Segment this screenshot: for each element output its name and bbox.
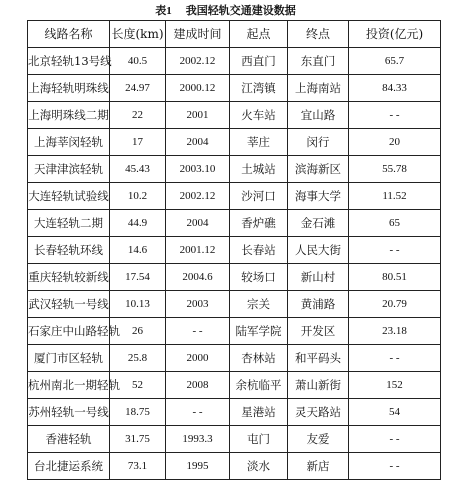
- start-cell: 屯门: [230, 426, 288, 453]
- completion-time-cell: 2004.6: [166, 264, 230, 291]
- table-row: [28, 129, 441, 156]
- end-cell: 黄浦路: [288, 291, 349, 318]
- length-cell: 45.43: [110, 156, 166, 183]
- completion-time-cell: 2002.12: [166, 48, 230, 75]
- header-start: 起点: [230, 21, 288, 48]
- line-name-cell: 大连轻轨试验线: [28, 183, 110, 210]
- line-name-cell: 石家庄中山路轻轨: [28, 318, 110, 345]
- investment-cell: 84.33: [349, 75, 441, 102]
- line-name-cell: 香港轻轨: [28, 426, 110, 453]
- header-investment: 投资(亿元): [349, 21, 441, 48]
- completion-time-cell: - -: [166, 318, 230, 345]
- investment-cell: 80.51: [349, 264, 441, 291]
- length-cell: 10.13: [110, 291, 166, 318]
- end-cell: 灵天路站: [288, 399, 349, 426]
- investment-cell: 54: [349, 399, 441, 426]
- table-row: [28, 102, 441, 129]
- length-cell: 44.9: [110, 210, 166, 237]
- line-name-cell: 台北捷运系统: [28, 453, 110, 480]
- start-cell: 余杭临平: [230, 372, 288, 399]
- end-cell: 金石滩: [288, 210, 349, 237]
- start-cell: 香炉礁: [230, 210, 288, 237]
- length-cell: 22: [110, 102, 166, 129]
- table-title: 我国轻轨交通建设数据: [185, 4, 296, 17]
- end-cell: 东直门: [288, 48, 349, 75]
- table-row: [28, 210, 441, 237]
- length-cell: 25.8: [110, 345, 166, 372]
- table-row: [28, 291, 441, 318]
- table-row: [28, 48, 441, 75]
- header-completion-time: 建成时间: [166, 21, 230, 48]
- line-name-cell: 苏州轻轨一号线: [28, 399, 110, 426]
- table-body: [28, 48, 441, 480]
- length-cell: 17: [110, 129, 166, 156]
- start-cell: 莘庄: [230, 129, 288, 156]
- header-length: 长度(km): [110, 21, 166, 48]
- line-name-cell: 上海莘闵轻轨: [28, 129, 110, 156]
- completion-time-cell: 2003: [166, 291, 230, 318]
- completion-time-cell: 2000.12: [166, 75, 230, 102]
- line-name-cell: 厦门市区轻轨: [28, 345, 110, 372]
- end-cell: 新山村: [288, 264, 349, 291]
- completion-time-cell: 2000: [166, 345, 230, 372]
- table-caption: [0, 4, 451, 18]
- end-cell: 海事大学: [288, 183, 349, 210]
- completion-time-cell: - -: [166, 399, 230, 426]
- length-cell: 31.75: [110, 426, 166, 453]
- completion-time-cell: 2003.10: [166, 156, 230, 183]
- line-name-cell: 天津津滨轻轨: [28, 156, 110, 183]
- line-name-cell: 北京轻轨13号线: [28, 48, 110, 75]
- table-row: [28, 453, 441, 480]
- length-cell: 40.5: [110, 48, 166, 75]
- start-cell: 土城站: [230, 156, 288, 183]
- start-cell: 江湾镇: [230, 75, 288, 102]
- header-end: 终点: [288, 21, 349, 48]
- start-cell: 星港站: [230, 399, 288, 426]
- line-name-cell: 杭州南北一期轻轨: [28, 372, 110, 399]
- start-cell: 淡水: [230, 453, 288, 480]
- investment-cell: - -: [349, 102, 441, 129]
- light-rail-table: [27, 20, 441, 480]
- completion-time-cell: 2004: [166, 129, 230, 156]
- investment-cell: 20.79: [349, 291, 441, 318]
- start-cell: 杏林站: [230, 345, 288, 372]
- completion-time-cell: 1995: [166, 453, 230, 480]
- end-cell: 新店: [288, 453, 349, 480]
- end-cell: 人民大街: [288, 237, 349, 264]
- table-row: [28, 183, 441, 210]
- end-cell: 开发区: [288, 318, 349, 345]
- investment-cell: - -: [349, 345, 441, 372]
- investment-cell: - -: [349, 453, 441, 480]
- investment-cell: 55.78: [349, 156, 441, 183]
- completion-time-cell: 1993.3: [166, 426, 230, 453]
- table-row: [28, 156, 441, 183]
- end-cell: 和平码头: [288, 345, 349, 372]
- table-row: [28, 237, 441, 264]
- start-cell: 西直门: [230, 48, 288, 75]
- line-name-cell: 重庆轻轨较新线: [28, 264, 110, 291]
- completion-time-cell: 2008: [166, 372, 230, 399]
- investment-cell: 65: [349, 210, 441, 237]
- start-cell: 长春站: [230, 237, 288, 264]
- start-cell: 宗关: [230, 291, 288, 318]
- length-cell: 24.97: [110, 75, 166, 102]
- completion-time-cell: 2001: [166, 102, 230, 129]
- length-cell: 10.2: [110, 183, 166, 210]
- investment-cell: 65.7: [349, 48, 441, 75]
- start-cell: 火车站: [230, 102, 288, 129]
- header-line-name: 线路名称: [28, 21, 110, 48]
- line-name-cell: 武汉轻轨一号线: [28, 291, 110, 318]
- completion-time-cell: 2001.12: [166, 237, 230, 264]
- header-row: [28, 21, 441, 48]
- line-name-cell: 大连轻轨二期: [28, 210, 110, 237]
- line-name-cell: 上海明珠线二期: [28, 102, 110, 129]
- end-cell: 萧山新街: [288, 372, 349, 399]
- line-name-cell: 长春轻轨环线: [28, 237, 110, 264]
- completion-time-cell: 2004: [166, 210, 230, 237]
- table-row: [28, 426, 441, 453]
- investment-cell: - -: [349, 237, 441, 264]
- completion-time-cell: 2002.12: [166, 183, 230, 210]
- investment-cell: - -: [349, 426, 441, 453]
- table-row: [28, 264, 441, 291]
- investment-cell: 20: [349, 129, 441, 156]
- length-cell: 26: [110, 318, 166, 345]
- length-cell: 73.1: [110, 453, 166, 480]
- table-row: [28, 345, 441, 372]
- investment-cell: 23.18: [349, 318, 441, 345]
- end-cell: 闵行: [288, 129, 349, 156]
- table-row: [28, 372, 441, 399]
- table-row: [28, 75, 441, 102]
- length-cell: 52: [110, 372, 166, 399]
- start-cell: 沙河口: [230, 183, 288, 210]
- length-cell: 17.54: [110, 264, 166, 291]
- start-cell: 较场口: [230, 264, 288, 291]
- investment-cell: 152: [349, 372, 441, 399]
- length-cell: 14.6: [110, 237, 166, 264]
- table-row: [28, 318, 441, 345]
- start-cell: 陆军学院: [230, 318, 288, 345]
- end-cell: 宜山路: [288, 102, 349, 129]
- end-cell: 滨海新区: [288, 156, 349, 183]
- end-cell: 友爱: [288, 426, 349, 453]
- table-row: [28, 399, 441, 426]
- table-label: 表1: [155, 5, 172, 17]
- length-cell: 18.75: [110, 399, 166, 426]
- end-cell: 上海南站: [288, 75, 349, 102]
- investment-cell: 11.52: [349, 183, 441, 210]
- line-name-cell: 上海轻轨明珠线: [28, 75, 110, 102]
